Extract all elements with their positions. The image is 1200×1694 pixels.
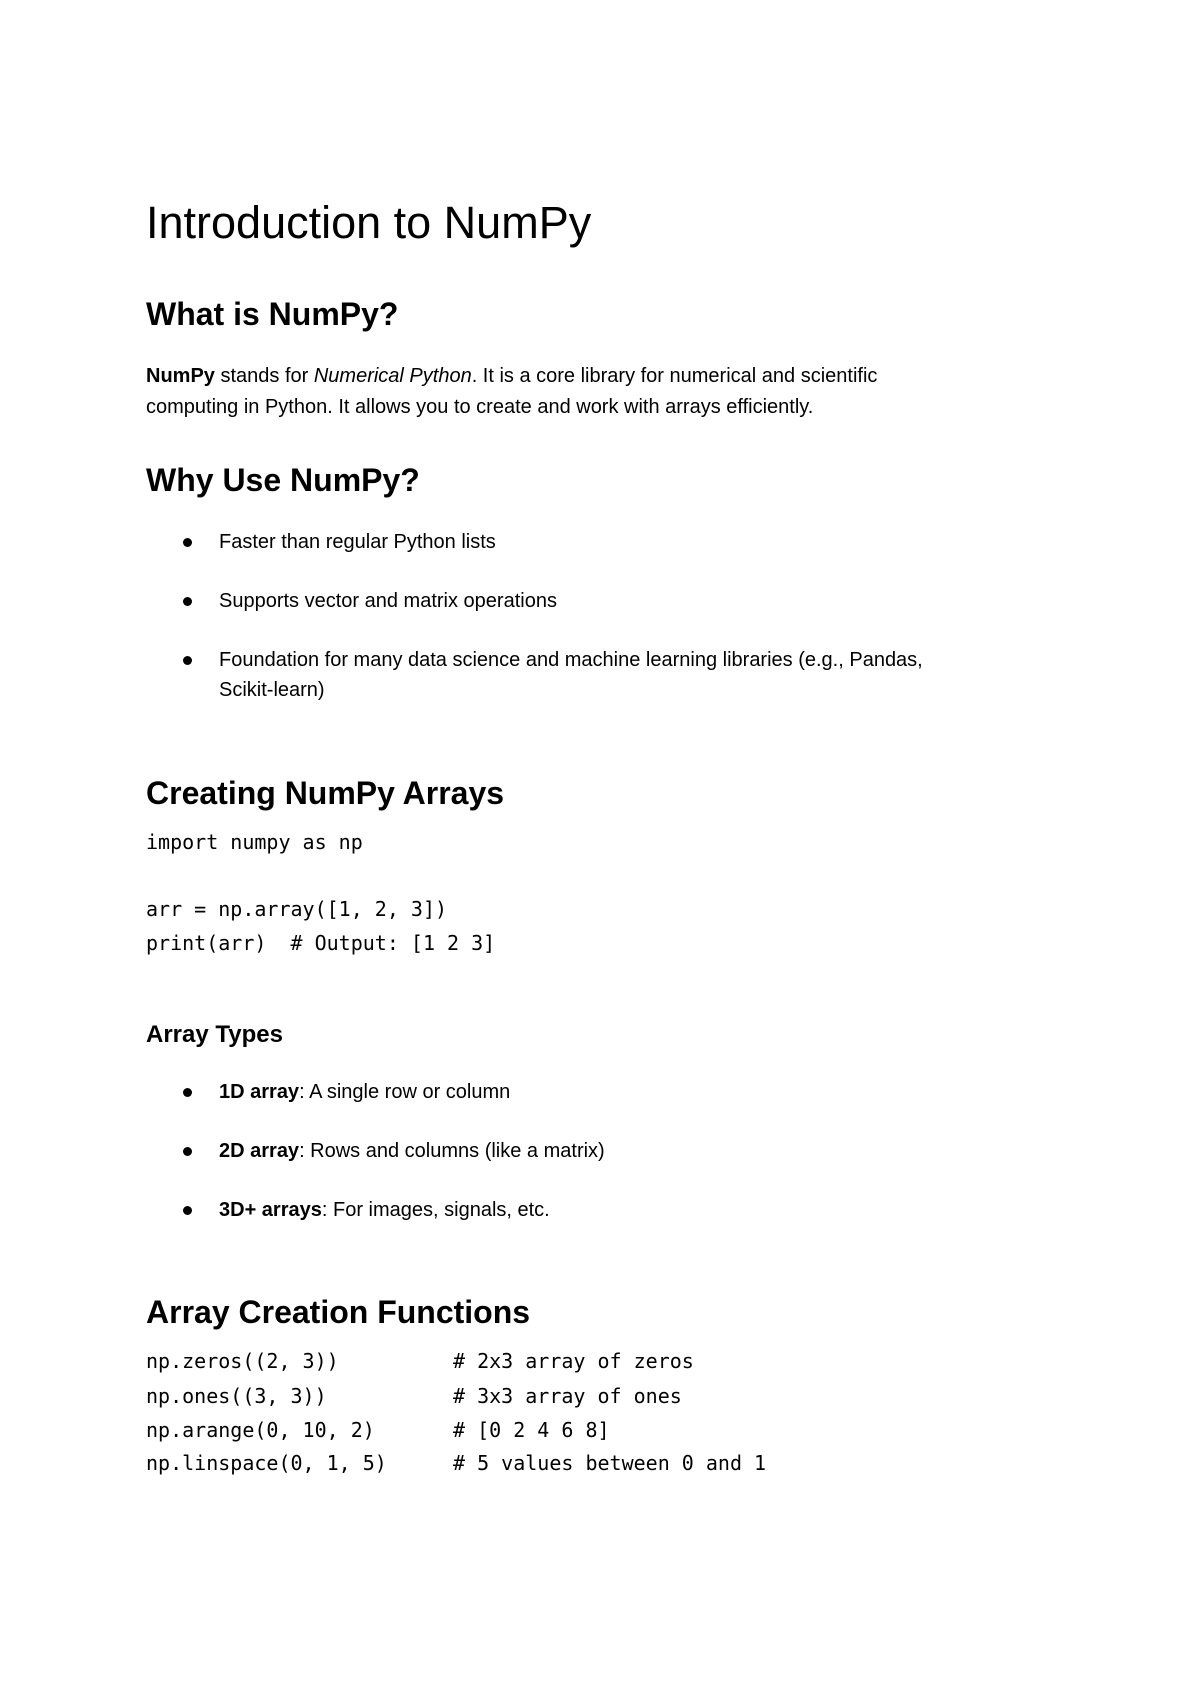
term: 3D+ arrays: [219, 1199, 322, 1221]
page-title: Introduction to NumPy: [146, 197, 592, 248]
heading-why-use-numpy: Why Use NumPy?: [146, 462, 420, 498]
code: np.arange(0, 10, 2): [146, 1418, 375, 1442]
text: : A single row or column: [299, 1081, 511, 1103]
bullet-icon: [183, 1206, 192, 1215]
list-item: [219, 1195, 550, 1225]
list-item: Supports vector and matrix operations: [219, 590, 557, 612]
heading-array-creation-functions: Array Creation Functions: [146, 1294, 531, 1330]
code-comment: # [0 2 4 6 8]: [453, 1418, 610, 1442]
code-line: arr = np.array([1, 2, 3]): [146, 897, 448, 921]
bullet-icon: [183, 538, 192, 547]
bullet-icon: [183, 1088, 192, 1097]
code-comment: # 2x3 array of zeros: [453, 1349, 694, 1373]
code-comment: # 3x3 array of ones: [453, 1384, 682, 1408]
code-line: print(arr) # Output: [1 2 3]: [146, 931, 496, 955]
list-item: Foundation for many data science and machine learning libraries (e.g., Pandas,: [219, 649, 923, 671]
bullet-icon: [183, 656, 192, 665]
intro-paragraph-line-1: [146, 361, 877, 391]
code-line: import numpy as np: [146, 830, 363, 854]
text: : For images, signals, etc.: [321, 1199, 550, 1221]
term: 1D array: [219, 1081, 300, 1103]
list-item-continuation: Scikit-learn): [219, 679, 325, 701]
intro-paragraph-line-2: computing in Python. It allows you to create and work with arrays efficiently.: [146, 396, 814, 418]
code-line: [146, 1381, 1046, 1411]
term: 2D array: [219, 1140, 300, 1162]
text: . It is a core library for numerical and scientific: [471, 365, 878, 387]
code-comment: # 5 values between 0 and 1: [453, 1451, 767, 1475]
code: np.linspace(0, 1, 5): [146, 1451, 387, 1475]
code-line: [146, 1448, 1046, 1478]
bullet-icon: [183, 1147, 192, 1156]
bullet-icon: [183, 597, 192, 606]
list-item: [219, 1136, 605, 1166]
text: stands for: [214, 365, 314, 387]
term-numerical-python: Numerical Python: [313, 365, 472, 387]
code: np.ones((3, 3)): [146, 1384, 327, 1408]
heading-creating-arrays: Creating NumPy Arrays: [146, 775, 505, 811]
term-numpy: NumPy: [146, 365, 215, 387]
code-line: [146, 1415, 1046, 1445]
heading-array-types: Array Types: [146, 1021, 283, 1048]
code-line: [146, 1346, 1046, 1376]
text: : Rows and columns (like a matrix): [299, 1140, 605, 1162]
code: np.zeros((2, 3)): [146, 1349, 339, 1373]
heading-what-is-numpy: What is NumPy?: [146, 296, 399, 332]
list-item: [219, 1077, 510, 1107]
list-item: Faster than regular Python lists: [219, 531, 496, 553]
